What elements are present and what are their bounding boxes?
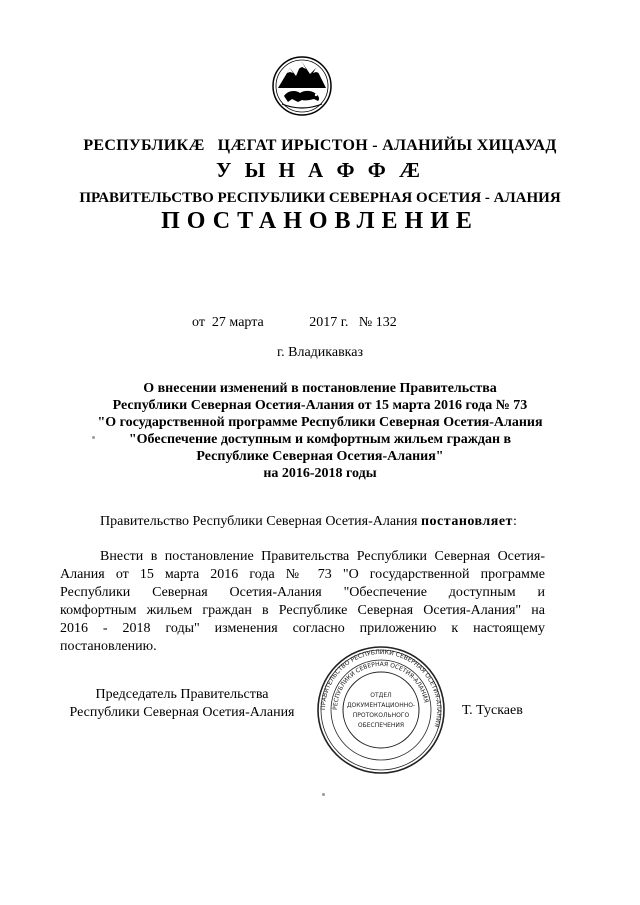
preamble-verb: постановляет	[420, 514, 513, 529]
signer-position-line: Республики Северная Осетия-Алания	[69, 705, 295, 720]
title-line: на 2016-2018 годы	[263, 466, 377, 481]
stamp-inner-line: ОТДЕЛ	[370, 692, 392, 699]
scan-speck	[92, 436, 95, 439]
body-line: Алания от 15 марта 2016 года № 73 "О государственной программе	[60, 567, 545, 582]
document-city: г. Владикавказ	[276, 345, 364, 360]
preamble	[100, 514, 517, 530]
document-date-number: от 27 марта 2017 г. № 132	[192, 315, 397, 330]
body-line: 2016 - 2018 годы" изменения согласно приложению к настоящему	[60, 621, 545, 636]
scan-speck	[322, 793, 325, 796]
title-line: О внесении изменений в постановление Правительства	[143, 381, 497, 396]
header-line-ossetian: РЕСПУБЛИКӔ ЦӔГАТ ИРЫСТОН - АЛАНИЙЫ ХИЦАУАД	[83, 137, 557, 154]
body-line: Внести в постановление Правительства Республики Северная Осетия-	[100, 549, 545, 564]
title-line: "Обеспечение доступным и комфортным жильем граждан в	[128, 432, 512, 447]
document-title	[0, 380, 640, 482]
body-line: постановлению.	[60, 639, 157, 654]
body-line: комфортным жильем граждан в Республике Северная Осетия-Алания" на	[60, 603, 545, 618]
coat-of-arms-emblem	[270, 52, 334, 118]
stamp-inner-line: ДОКУМЕНТАЦИОННО-	[346, 702, 416, 709]
body-paragraph	[60, 548, 545, 656]
preamble-text: Правительство Республики Северная Осетия-Алания	[100, 514, 418, 529]
title-line: Республике Северная Осетия-Алания"	[196, 449, 444, 464]
signer-position-line: Председатель Правительства	[95, 687, 269, 702]
document-type-heading: ПОСТАНОВЛЕНИЕ	[161, 208, 479, 234]
header-line-resolution-ossetian: У Ы Н А Ф Ф Ӕ	[215, 158, 425, 182]
stamp-inner-line: ОБЕСПЕЧЕНИЯ	[357, 722, 405, 729]
header-line-government: ПРАВИТЕЛЬСТВО РЕСПУБЛИКИ СЕВЕРНАЯ ОСЕТИЯ - АЛАНИЯ	[79, 190, 561, 206]
signer-position	[64, 686, 300, 722]
stamp-ring-outer: ПРАВИТЕЛЬСТВО РЕСПУБЛИКИ СЕВЕРНАЯ ОСЕТИЯ-АЛАНИЯ	[319, 648, 443, 728]
signer-name: Т. Тускаев	[462, 703, 523, 718]
official-seal-stamp	[316, 645, 446, 775]
title-line: Республики Северная Осетия-Алания от 15 марта 2016 года № 73	[112, 398, 528, 413]
stamp-inner-line: ПРОТОКОЛЬНОГО	[352, 712, 410, 719]
body-line: Республики Северная Осетия-Алания "Обеспечение доступным и	[60, 585, 545, 600]
title-line: "О государственной программе Республики Северная Осетия-Алания	[97, 415, 543, 430]
preamble-colon: :	[512, 514, 517, 529]
stamp-ring-inner: РЕСПУБЛИКИ СЕВЕРНАЯ ОСЕТИЯ-АЛАНИЯ	[331, 660, 430, 711]
